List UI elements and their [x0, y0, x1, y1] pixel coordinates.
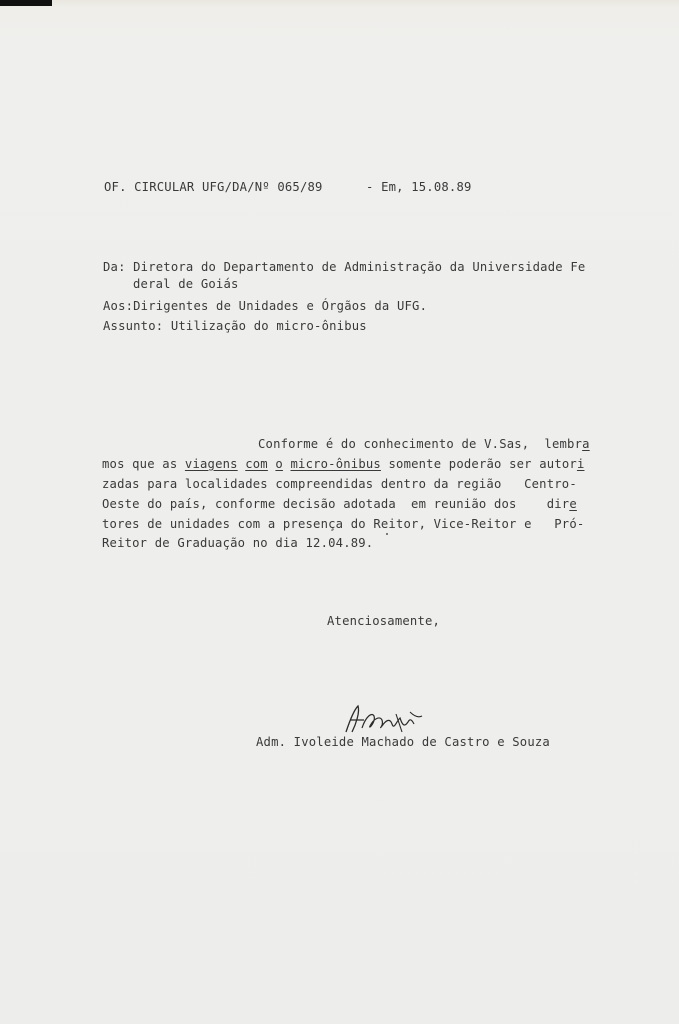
body-line-4: Oeste do país, conforme decisão adotada em reunião dos dire	[102, 497, 577, 511]
subject-line: Assunto: Utilização do micro-ônibus	[103, 319, 367, 333]
body-line-3: zadas para localidades compreendidas dentro da região Centro-	[102, 477, 577, 491]
salutation: Atenciosamente,	[327, 614, 441, 628]
from-line-1: Da: Diretora do Departamento de Administração da Universidade Fe	[103, 260, 586, 274]
from-line-2: deral de Goiás	[133, 277, 239, 291]
scan-edge-mark	[0, 0, 52, 6]
body-line-2: mos que as viagens com o micro-ônibus somente poderão ser autori	[102, 457, 585, 471]
body-line-1: Conforme é do conhecimento de V.Sas, lembra	[258, 437, 590, 451]
circular-reference: OF. CIRCULAR UFG/DA/Nº 065/89	[104, 180, 323, 194]
signatory-name: Adm. Ivoleide Machado de Castro e Souza	[256, 735, 550, 749]
body-line-6: Reitor de Graduação no dia 12.04.89.	[102, 536, 374, 550]
letter-date: - Em, 15.08.89	[366, 180, 472, 194]
to-line: Aos:Dirigentes de Unidades e Órgãos da UFG.	[103, 299, 428, 313]
ink-speck	[386, 533, 388, 535]
body-line-5: tores de unidades com a presença do Reitor, Vice-Reitor e Pró-	[102, 517, 585, 531]
